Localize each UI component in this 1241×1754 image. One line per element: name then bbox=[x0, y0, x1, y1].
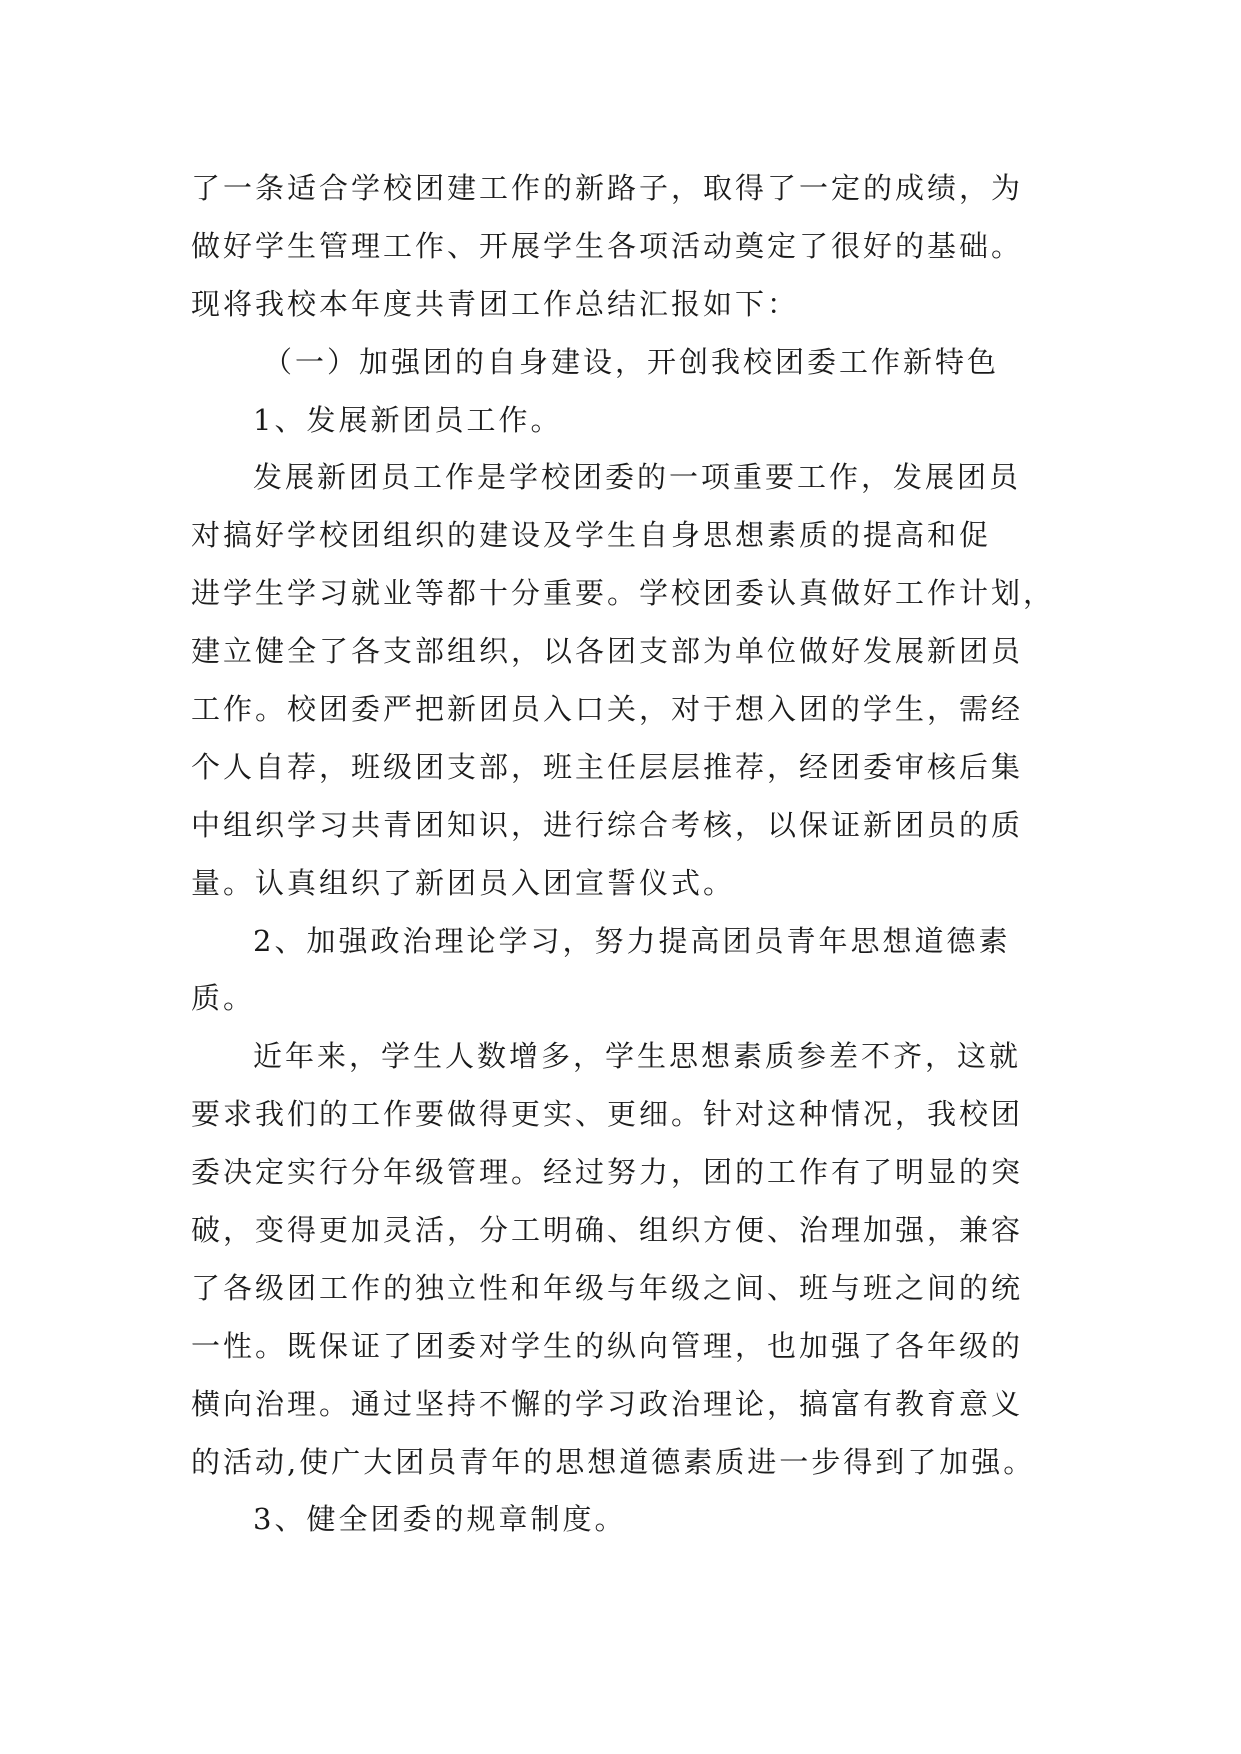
text-line: 了各级团工作的独立性和年级与年级之间、班与班之间的统 bbox=[191, 1270, 1024, 1305]
subheading: 3、健全团委的规章制度。 bbox=[253, 1502, 627, 1537]
text-line: 中组织学习共青团知识，进行综合考核，以保证新团员的质 bbox=[191, 807, 1024, 842]
text-line: 委决定实行分年级管理。经过努力，团的工作有了明显的突 bbox=[191, 1155, 1024, 1190]
body-text bbox=[191, 160, 1111, 1549]
text-line: 了一条适合学校团建工作的新路子，取得了一定的成绩，为 bbox=[191, 171, 1024, 205]
text-line: 要求我们的工作要做得更实、更细。针对这种情况，我校团 bbox=[191, 1097, 1024, 1132]
text-line: 破，变得更加灵活，分工明确、组织方便、治理加强，兼容 bbox=[191, 1213, 1024, 1248]
text-line: 对搞好学校团组织的建设及学生自身思想素质的提高和促 bbox=[191, 518, 992, 553]
text-line: 工作。校团委严把新团员入口关，对于想入团的学生，需经 bbox=[191, 692, 1024, 727]
text-line: 质。 bbox=[191, 981, 256, 1016]
text-line: 一性。既保证了团委对学生的纵向管理，也加强了各年级的 bbox=[191, 1328, 1024, 1363]
text-line: 横向治理。通过坚持不懈的学习政治理论，搞富有教育意义 bbox=[191, 1386, 1024, 1421]
text-line: 建立健全了各支部组织，以各团支部为单位做好发展新团员 bbox=[191, 634, 1024, 669]
text-line: 个人自荐，班级团支部，班主任层层推荐，经团委审核后集 bbox=[191, 749, 1024, 784]
text-line: 近年来，学生人数增多，学生思想素质参差不齐，这就 bbox=[253, 1039, 1022, 1074]
text-line: 现将我校本年度共青团工作总结汇报如下： bbox=[191, 286, 800, 321]
subheading: 1、发展新团员工作。 bbox=[253, 402, 563, 437]
text-line: 的活动,使广大团员青年的思想道德素质进一步得到了加强。 bbox=[191, 1444, 1036, 1479]
section-heading: （一）加强团的自身建设，开创我校团委工作新特色 bbox=[263, 344, 1000, 379]
text-line: 做好学生管理工作、开展学生各项活动奠定了很好的基础。 bbox=[191, 228, 1024, 263]
text-line: 量。认真组织了新团员入团宣誓仪式。 bbox=[191, 865, 736, 900]
subheading: 2、加强政治理论学习，努力提高团员青年思想道德素 bbox=[253, 923, 1011, 958]
text-line: 进学生学习就业等都十分重要。学校团委认真做好工作计划， bbox=[191, 576, 1056, 611]
text-line: 发展新团员工作是学校团委的一项重要工作，发展团员 bbox=[253, 460, 1022, 495]
